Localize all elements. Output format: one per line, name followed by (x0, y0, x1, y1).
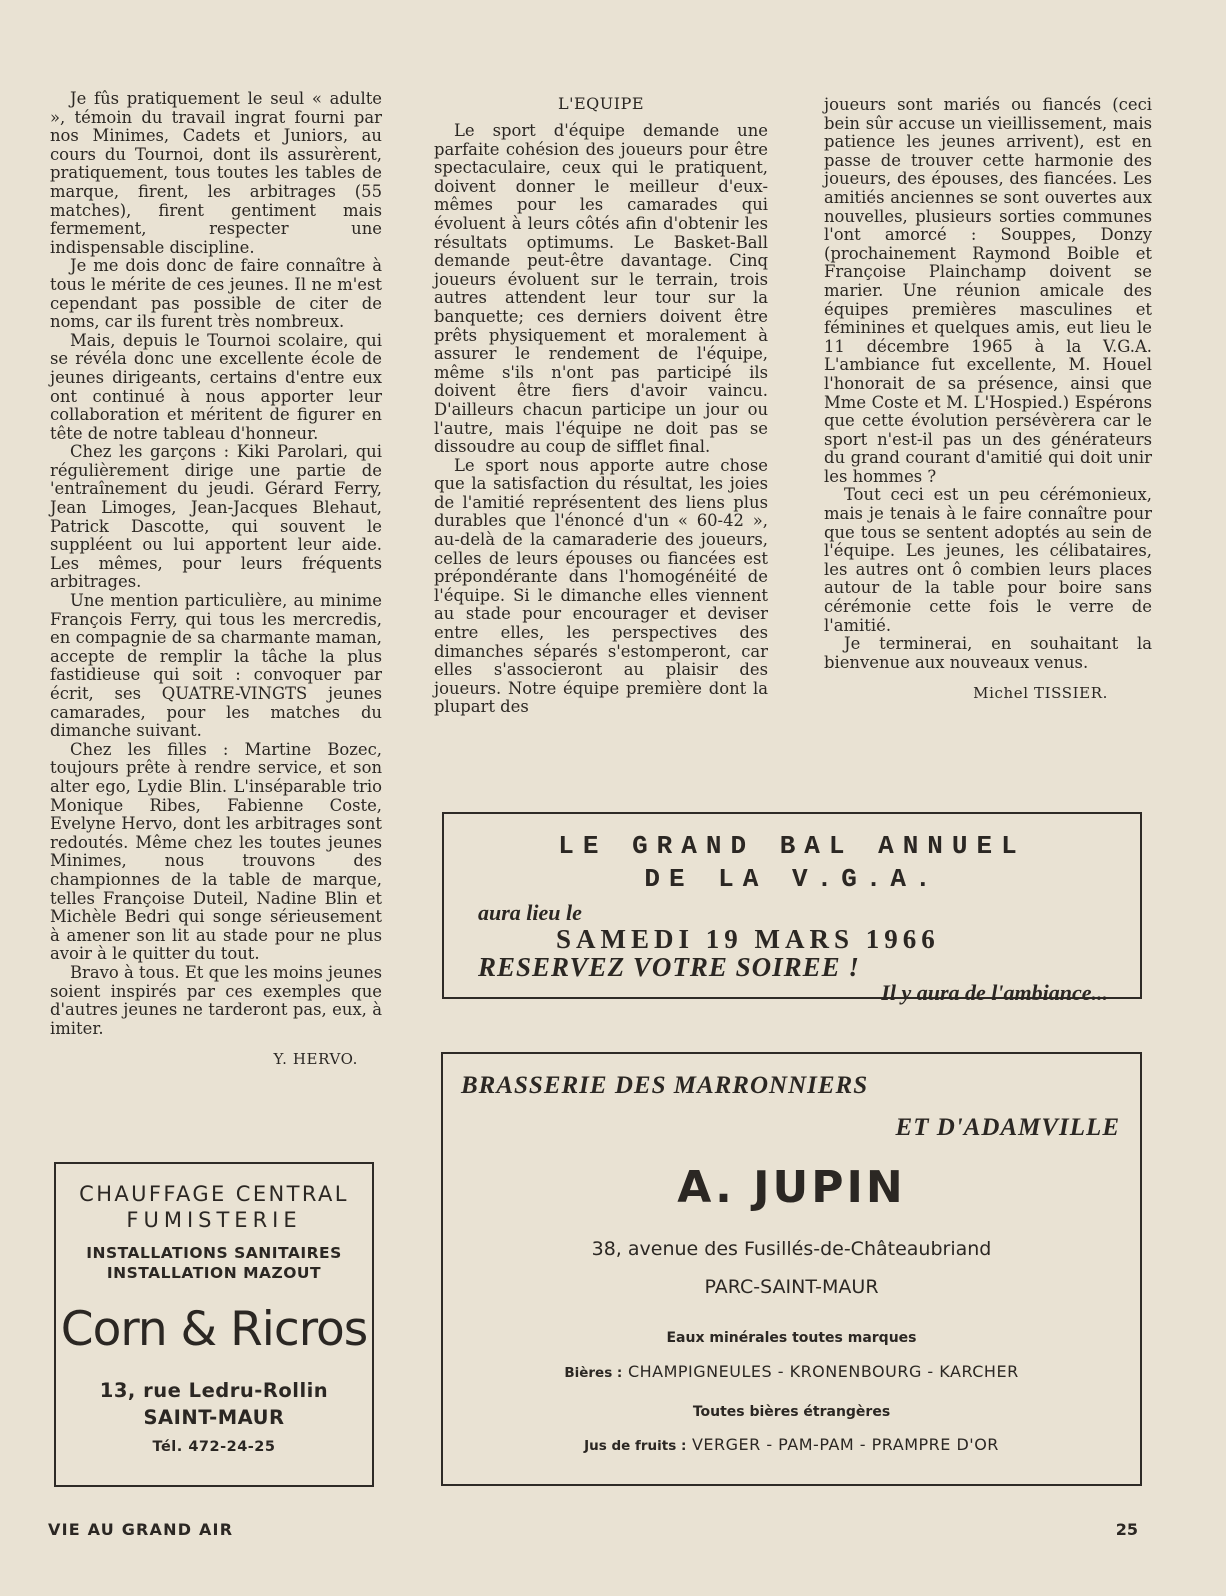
paragraph: Je terminerai, en souhaitant la bienvenue aux nouveaux venus. (824, 634, 1152, 672)
ad-brasserie-bieres-list: CHAMPIGNEULES - KRONENBOURG - KARCHER (627, 1362, 1019, 1381)
ad-bal-ambiance: Il y aura de l'ambiance... (881, 980, 1108, 1005)
ad-brasserie-bieres-label: Bières : (564, 1365, 623, 1381)
ad-bal-reserve: RESERVEZ VOTRE SOIREE ! (478, 952, 860, 982)
ad-brasserie-city: PARC-SAINT-MAUR (704, 1276, 879, 1298)
author-signature: Michel TISSIER. (973, 684, 1108, 703)
ad-chauffage-tel: Tél. 472-24-25 (152, 1439, 276, 1455)
ad-brasserie (441, 1052, 1142, 1486)
paragraph: Je fûs pratiquement le seul « adulte », témoin du travail ingrat fourni par nos Minimes, Cadets et Juniors, au cours du Tournoi, dont ils assurèrent, pratiquement, tous toutes les tables de marque, firent, les arbitrages (55 matches), firent gentiment mais fermement, respecter une indispensable discipline. (50, 89, 382, 257)
ad-brasserie-bieres (443, 1362, 1140, 1381)
ad-brasserie-name: A. JUPIN (677, 1162, 906, 1213)
ad-chauffage-brand: Corn & Ricros (60, 1302, 368, 1357)
ad-chauffage (54, 1162, 374, 1487)
paragraph: Chez les filles : Martine Bozec, toujours prête à rendre service, et son alter ego, Lydie Blin. L'inséparable trio Monique Ribes, Fabienne Coste, Evelyne Hervo, dont les arbitrages sont redoutés. Même chez les toutes jeunes Minimes, nous trouvons des championnes de la table de marque, telles Françoise Duteil, Nadine Blin et Michèle Bedri qui songe sérieusement à amener son lit au stade pour ne plus avoir à le quitter du tout. (50, 739, 382, 964)
ad-brasserie-etrangeres: Toutes bières étrangères (692, 1404, 891, 1420)
article-column-1 (50, 90, 382, 1069)
ad-brasserie-jus-label: Jus de fruits : (584, 1438, 687, 1454)
paragraph: Chez les garçons : Kiki Parolari, qui régulièrement dirige une partie de 'entraînement du jeudi. Gérard Ferry, Jean Limoges, Jean-Jacques Blehaut, Patrick Dascotte, qui souvent le suppléent ou lui apportent leur aide. Les mêmes, pour leurs fréquents arbitrages. (50, 442, 382, 592)
paragraph: Le sport d'équipe demande une parfaite cohésion des joueurs pour être spectaculaire, ceux qui le pratiquent, doivent donner le meilleur d'eux-mêmes pour les camarades qui évoluent à leurs côtés afin d'obtenir les résultats optimums. Le Basket-Ball demande peut-être davantage. Cinq joueurs évoluent sur le terrain, trois autres attendent leur tour sur la banquette; ces derniers doivent être prêts physiquement et moralement à assurer le rendement de l'équipe, même s'ils n'ont pas participé ils doivent être fiers d'avoir vaincu. D'ailleurs chacun participe un jour ou l'autre, mais l'équipe ne doit pas se dissoudre au coup de sifflet final. (434, 121, 768, 457)
ad-grand-bal (442, 812, 1142, 1005)
ad-chauffage-line3: INSTALLATIONS SANITAIRES (86, 1244, 342, 1262)
ad-chauffage-line2: FUMISTERIE (126, 1208, 302, 1232)
ad-brasserie-jus-list: VERGER - PAM-PAM - PRAMPRE D'OR (691, 1435, 999, 1454)
ad-brasserie-address: 38, avenue des Fusillés-de-Châteaubriand (591, 1238, 992, 1260)
ad-bal-date: SAMEDI 19 MARS 1966 (556, 924, 940, 954)
ad-brasserie-line1: BRASSERIE DES MARRONNIERS (461, 1072, 869, 1099)
article-column-3 (824, 96, 1152, 703)
ad-chauffage-line4: INSTALLATION MAZOUT (106, 1264, 322, 1282)
ad-bal-organizer: DE LA V.G.A. (644, 864, 940, 894)
ad-brasserie-jus (443, 1435, 1140, 1454)
paragraph: Le sport nous apporte autre chose que la satisfaction du résultat, les joies de l'amitié représentent des liens plus durables que l'énoncé d'un « 60-42 », au-delà de la camaraderie des joueurs, celles de leurs épouses ou fiancées est prépondérante dans l'homogénéité de l'équipe. Si le dimanche elles viennent au stade pour encourager et deviser entre elles, les perspectives des dimanches séparés s'estomperont, car elles s'associeront au plaisir des joueurs. Notre équipe première dont la plupart des (434, 455, 768, 717)
ad-chauffage-city: SAINT-MAUR (143, 1406, 285, 1429)
ad-brasserie-line2: ET D'ADAMVILLE (895, 1114, 1120, 1141)
paragraph: Bravo à tous. Et que les moins jeunes soient inspirés par ces exemples que d'autres jeunes ne tarderont pas, eux, à imiter. (50, 962, 382, 1038)
ad-bal-title: LE GRAND BAL ANNUEL (558, 831, 1026, 861)
ad-chauffage-line1: CHAUFFAGE CENTRAL (79, 1182, 349, 1206)
paragraph: Mais, depuis le Tournoi scolaire, qui se révéla donc une excellente école de jeunes dirigeants, certains d'entre eux ont continué à nous apporter leur collaboration et méritent de figurer en tête de notre tableau d'honneur. (50, 330, 382, 443)
author-signature: Y. HERVO. (273, 1050, 358, 1069)
footer-magazine-title: VIE AU GRAND AIR (48, 1520, 234, 1539)
article-column-2 (434, 122, 768, 717)
ad-bal-intro: aura lieu le (478, 900, 582, 925)
ad-brasserie-eaux: Eaux minérales toutes marques (666, 1330, 917, 1346)
paragraph: joueurs sont mariés ou fiancés (ceci bein sûr accuse un vieillissement, mais patience les jeunes arrivent), est en passe de trouver cette harmonie des joueurs, des épouses, des fiancées. Les amitiés anciennes se sont ouvertes aux nouvelles, plusieurs sorties communes l'ont amorcé : Souppes, Donzy (prochainement Raymond Boible et Françoise Plainchamp doivent se marier. Une réunion amicale des équipes premières masculines et féminines et quelques amis, eut lieu le 11 décembre 1965 à la V.G.A. L'ambiance fut excellente, M. Houel l'honorait de sa présence, ainsi que Mme Coste et M. L'Hospied.) Espérons que cette évolution persévèrera car le sport n'est-il pas un des générateurs du grand courant d'amitié qui doit unir les hommes ? (824, 95, 1152, 486)
paragraph: Je me dois donc de faire connaître à tous le mérite de ces jeunes. Il ne m'est cependant pas possible de citer de noms, car ils furent très nombreux. (50, 256, 382, 332)
section-heading: L'EQUIPE (557, 94, 645, 113)
page-number: 25 (1115, 1520, 1138, 1539)
ad-chauffage-address: 13, rue Ledru-Rollin (99, 1379, 329, 1402)
paragraph: Une mention particulière, au minime François Ferry, qui tous les mercredis, en compagnie de sa charmante maman, accepte de remplir la tâche la plus fastidieuse qui soit : convoquer par écrit, ses QUATRE-VINGTS jeunes camarades, pour les matches du dimanche suivant. (50, 591, 382, 741)
paragraph: Tout ceci est un peu cérémonieux, mais je tenais à le faire connaître pour que tous se sentent adoptés au sein de l'équipe. Les jeunes, les célibataires, les autres ont ô combien leurs places autour de la table pour boire sans cérémonie cette fois le verre de l'amitié. (824, 485, 1152, 635)
